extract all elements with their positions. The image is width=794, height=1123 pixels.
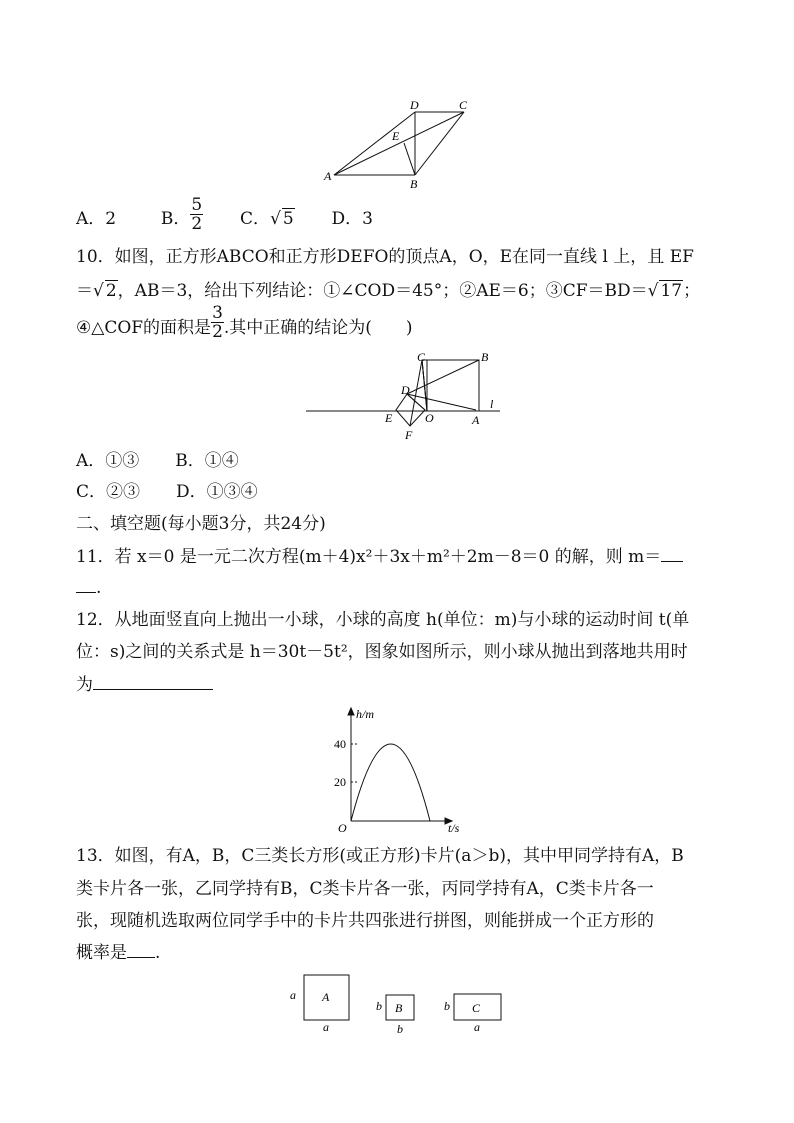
q13-blank[interactable] (127, 957, 155, 958)
fig10-label-C: C (417, 350, 426, 364)
q12-line3 (76, 675, 213, 695)
q11-end: . (96, 578, 102, 598)
q10-option-c: C．②③ (76, 482, 141, 502)
q12-line2: 位：s)之间的关系式是 h＝30t－5t²，图象如图所示，则小球从抛出到落地共用时 (76, 642, 688, 662)
q13-line4 (76, 943, 160, 963)
card-c-name: C (472, 1001, 481, 1015)
card-b-side: b (376, 999, 382, 1013)
graph-ytick-40: 40 (334, 737, 346, 751)
q11-text: 11．若 x＝0 是一元二次方程(m＋4)x²＋3x＋m²＋2m－8＝0 的解，则 m＝ (76, 547, 662, 567)
section-2-heading: 二、填空题(每小题3分，共24分) (76, 514, 326, 534)
q10-line2-pre: ＝ (76, 281, 93, 301)
q9-options (76, 195, 373, 234)
graph-origin: O (338, 821, 347, 835)
q11-blank-cont (76, 592, 96, 593)
card-b-bottom: b (397, 1022, 403, 1036)
q13-line4-text: 概率是 (76, 943, 127, 963)
q10-sqrt-sign-2: √ (647, 281, 659, 301)
q10-option-d: D．①③④ (176, 482, 258, 502)
q10-line2-end: ； (683, 281, 701, 301)
q12-line1: 12．从地面竖直向上抛出一小球，小球的高度 h(单位：m)与小球的运动时间 t(单 (76, 610, 690, 630)
fig9-label-E: E (392, 129, 400, 143)
graph-q12 (330, 704, 470, 836)
q9-option-b-label: B． (160, 209, 191, 229)
q12-blank[interactable] (93, 689, 213, 690)
card-c-side: b (444, 999, 450, 1013)
fig10-label-A: A (472, 413, 480, 427)
fig9-label-A: A (324, 169, 332, 183)
q9-option-b-den: 2 (191, 214, 203, 234)
q10-sqrt-sign: √ (93, 281, 104, 301)
q11-line2 (76, 578, 101, 598)
q9-option-a: A．2 (76, 209, 117, 229)
fig10-label-F: F (405, 428, 413, 442)
card-b-name: B (395, 1001, 403, 1015)
q10-line1: 10．如图，正方形ABCO和正方形DEFO的顶点A，O，E在同一直线 l 上，且 EF (76, 247, 694, 267)
card-a-name: A (322, 990, 330, 1004)
q9-option-d: D．3 (331, 209, 373, 229)
graph-xlabel: t/s (448, 821, 460, 835)
fig9-label-B: B (410, 177, 418, 191)
q10-line3 (76, 303, 413, 342)
q9-option-c-radicand: 5 (282, 209, 294, 229)
q10-line3-pre: ④△COF的面积是 (76, 318, 212, 338)
card-a-bottom: a (323, 1020, 329, 1034)
fig10-label-l: l (490, 397, 494, 411)
fig10-label-O: O (425, 411, 434, 425)
q10-fraction-den: 2 (212, 322, 223, 342)
graph-ytick-20: 20 (334, 775, 346, 789)
q10-options-row1 (76, 451, 239, 471)
q10-option-a: A．①③ (76, 451, 140, 471)
q9-option-c-sqrt-sign: √ (270, 209, 281, 229)
q12-line3-text: 为 (76, 675, 93, 695)
q13-line3: 张，现随机选取两位同学手中的卡片共四张进行拼图，则能拼成一个正方形的 (76, 911, 654, 931)
figure-q9 (320, 96, 480, 192)
q9-option-c-label: C． (240, 209, 271, 229)
figure-q10 (300, 348, 510, 444)
fig9-label-C: C (459, 98, 468, 112)
q10-option-b: B．①④ (175, 451, 239, 471)
card-a-side: a (290, 988, 296, 1002)
graph-ylabel: h/m (356, 707, 374, 721)
q11-blank[interactable] (661, 561, 683, 562)
fig10-label-E: E (385, 411, 393, 425)
q10-fraction (211, 304, 224, 341)
fig10-label-D: D (401, 383, 410, 397)
q13-line1: 13．如图，有A，B，C三类长方形(或正方形)卡片(a＞b)，其中甲同学持有A，B (76, 846, 684, 866)
q10-line2-post: ，AB＝3，给出下列结论：①∠COD＝45°；②AE＝6；③CF＝BD＝ (117, 281, 648, 301)
fig9-label-D: D (410, 98, 419, 112)
graph-parabola (351, 744, 430, 821)
q10-radicand-17: 17 (660, 281, 683, 301)
q10-options-row2 (76, 482, 258, 502)
q13-end: . (155, 943, 161, 963)
cards-figure (286, 970, 516, 1040)
q11-line1 (76, 547, 683, 567)
q9-option-b-fraction (190, 196, 203, 233)
fig10-label-B: B (481, 350, 489, 364)
q9-option-b-num: 5 (191, 195, 203, 215)
card-c-bottom: a (474, 1020, 480, 1034)
q10-line2 (76, 280, 700, 301)
q13-line2: 类卡片各一张，乙同学持有B，C类卡片各一张，丙同学持有A，C类卡片各一 (76, 879, 654, 899)
q10-fraction-num: 3 (212, 303, 223, 323)
q10-radicand-2: 2 (105, 281, 117, 301)
q10-line3-post: .其中正确的结论为( ) (223, 318, 413, 338)
